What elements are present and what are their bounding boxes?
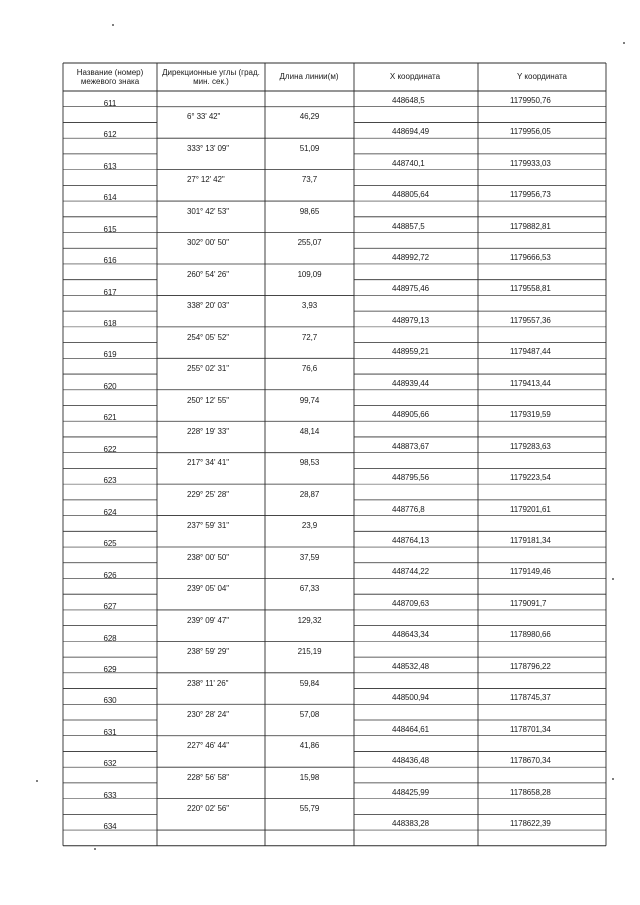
x-coordinate-cell: 448532,48 [392,661,429,671]
direction-angle-cell: 301° 42' 53" [187,206,229,216]
direction-angle-cell: 260° 54' 26" [187,269,229,279]
x-coordinate-cell: 448648,5 [392,95,425,105]
point-name-cell: 630 [103,696,117,706]
direction-angle-cell: 338° 20' 03" [187,301,229,311]
line-length-cell: 37,59 [299,552,320,562]
point-name-cell: 631 [103,727,117,737]
header-x-coordinate: X координата [389,72,441,81]
line-length-cell: 109,09 [297,269,322,279]
direction-angle-cell: 238° 00' 50" [187,552,229,562]
line-length-cell: 41,86 [299,741,320,751]
line-length-cell: 98,65 [299,206,320,216]
y-coordinate-cell: 1179319,59 [510,410,551,420]
line-length-cell: 59,84 [299,678,320,688]
x-coordinate-cell: 448805,64 [392,190,429,200]
scan-speck [94,848,96,850]
scan-speck [612,778,614,780]
y-coordinate-cell: 1178658,28 [510,787,551,797]
x-coordinate-cell: 448764,13 [392,536,429,546]
x-coordinate-cell: 448905,66 [392,410,429,420]
y-coordinate-cell: 1178670,34 [510,756,551,766]
line-length-cell: 67,33 [299,584,320,594]
y-coordinate-cell: 1179091,7 [510,598,547,608]
y-coordinate-cell: 1179956,05 [510,127,551,137]
line-length-cell: 46,29 [299,112,320,122]
point-name-cell: 624 [103,507,117,517]
line-length-cell: 72,7 [301,332,318,342]
scan-speck [612,578,614,580]
line-length-cell: 215,19 [297,647,322,657]
line-length-cell: 73,7 [301,175,318,185]
x-coordinate-cell: 448959,21 [392,347,429,357]
x-coordinate-cell: 448873,67 [392,441,429,451]
y-coordinate-cell: 1179557,36 [510,315,551,325]
point-name-cell: 622 [103,444,117,454]
line-length-cell: 99,74 [299,395,320,405]
x-coordinate-cell: 448709,63 [392,598,429,608]
x-coordinate-cell: 448643,34 [392,630,429,640]
x-coordinate-cell: 448857,5 [392,221,425,231]
point-name-cell: 611 [103,98,117,108]
header-point-name: Название (номер) межевого знака [76,68,144,86]
x-coordinate-cell: 448979,13 [392,315,429,325]
direction-angle-cell: 239° 09' 47" [187,615,229,625]
y-coordinate-cell: 1179666,53 [510,252,551,262]
point-name-cell: 621 [103,413,117,423]
y-coordinate-cell: 1178796,22 [510,661,551,671]
line-length-cell: 98,53 [299,458,320,468]
line-length-cell: 76,6 [301,364,318,374]
line-length-cell: 48,14 [299,426,320,436]
header-line-length: Длина линии(м) [279,72,339,81]
direction-angle-cell: 239° 05' 04" [187,584,229,594]
scan-speck [623,42,625,44]
direction-angle-cell: 27° 12' 42" [187,175,225,185]
line-length-cell: 57,08 [299,710,320,719]
x-coordinate-cell: 448694,49 [392,127,429,137]
line-length-cell: 55,79 [299,804,320,814]
y-coordinate-cell: 1179558,81 [510,284,551,294]
x-coordinate-cell: 448795,56 [392,473,429,483]
line-length-cell: 15,98 [299,772,320,782]
point-name-cell: 619 [103,350,117,360]
x-coordinate-cell: 448992,72 [392,252,429,262]
direction-angle-cell: 227° 46' 44" [187,741,229,751]
direction-angle-cell: 228° 19' 33" [187,426,229,436]
line-length-cell: 23,9 [301,521,318,531]
point-name-cell: 614 [103,193,117,203]
point-name-cell: 629 [103,664,117,674]
line-length-cell: 255,07 [297,238,322,248]
point-name-cell: 632 [103,759,117,769]
y-coordinate-cell: 1179223,54 [510,473,551,483]
point-name-cell: 627 [103,602,117,612]
x-coordinate-cell: 448436,48 [392,756,429,766]
y-coordinate-cell: 1179950,76 [510,95,551,105]
y-coordinate-cell: 1179487,44 [510,347,551,357]
scan-speck [112,24,114,26]
y-coordinate-cell: 1178622,39 [510,819,551,829]
scan-speck [36,780,38,782]
direction-angle-cell: 302° 00' 50" [187,238,229,248]
y-coordinate-cell: 1179956,73 [510,190,551,200]
point-name-cell: 613 [103,161,117,171]
point-name-cell: 616 [103,256,117,266]
x-coordinate-cell: 448425,99 [392,787,429,797]
direction-angle-cell: 250° 12' 55" [187,395,229,405]
y-coordinate-cell: 1179181,34 [510,536,551,546]
x-coordinate-cell: 448744,22 [392,567,429,577]
point-name-cell: 626 [103,570,117,580]
direction-angle-cell: 255° 02' 31" [187,364,229,374]
x-coordinate-cell: 448975,46 [392,284,429,294]
y-coordinate-cell: 1178701,34 [510,724,551,734]
x-coordinate-cell: 448464,61 [392,724,429,734]
y-coordinate-cell: 1179413,44 [510,378,551,388]
point-name-cell: 634 [103,822,117,832]
point-name-cell: 615 [103,224,117,234]
y-coordinate-cell: 1179149,46 [510,567,551,577]
line-length-cell: 3,93 [301,301,318,311]
direction-angle-cell: 6° 33' 42" [187,112,221,122]
direction-angle-cell: 229° 25' 28" [187,489,229,499]
direction-angle-cell: 230° 28' 24" [187,710,229,719]
line-length-cell: 28,87 [299,489,320,499]
x-coordinate-cell: 448939,44 [392,378,429,388]
point-name-cell: 623 [103,476,117,486]
y-coordinate-cell: 1178745,37 [510,693,551,703]
direction-angle-cell: 237° 59' 31" [187,521,229,531]
point-name-cell: 628 [103,633,117,643]
line-length-cell: 51,09 [299,143,320,153]
point-name-cell: 633 [103,790,117,800]
x-coordinate-cell: 448740,1 [392,158,425,168]
y-coordinate-cell: 1179283,63 [510,441,551,451]
y-coordinate-cell: 1178980,66 [510,630,551,640]
header-direction-angle: Дирекционные углы (град. мин. сек.) [162,68,260,86]
y-coordinate-cell: 1179933,03 [510,158,551,168]
direction-angle-cell: 254° 05' 52" [187,332,229,342]
y-coordinate-cell: 1179201,61 [510,504,551,514]
point-name-cell: 617 [103,287,117,297]
direction-angle-cell: 220° 02' 56" [187,804,229,814]
direction-angle-cell: 238° 11' 26" [187,678,229,688]
direction-angle-cell: 217° 34' 41" [187,458,229,468]
point-name-cell: 618 [103,319,117,328]
header-y-coordinate: Y координата [516,72,568,81]
direction-angle-cell: 238° 59' 29" [187,647,229,657]
y-coordinate-cell: 1179882,81 [510,221,551,231]
x-coordinate-cell: 448500,94 [392,693,429,703]
x-coordinate-cell: 448383,28 [392,819,429,829]
point-name-cell: 612 [103,130,117,140]
point-name-cell: 620 [103,381,117,391]
direction-angle-cell: 333° 13' 09" [187,143,229,153]
line-length-cell: 129,32 [297,615,322,625]
direction-angle-cell: 228° 56' 58" [187,772,229,782]
point-name-cell: 625 [103,539,117,549]
x-coordinate-cell: 448776,8 [392,504,425,514]
